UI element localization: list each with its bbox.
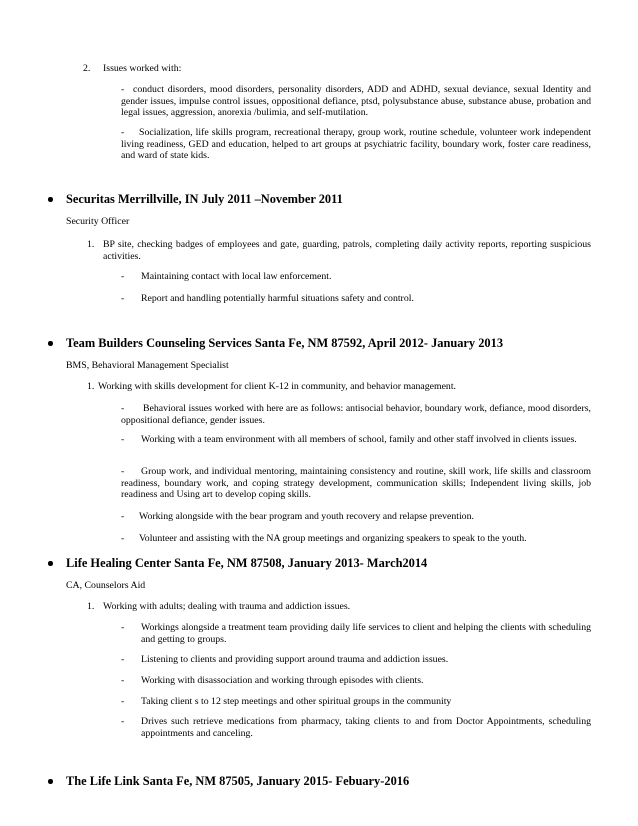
sub-item: Maintaining contact with local law enforcement. <box>141 271 332 282</box>
job-heading: The Life Link Santa Fe, NM 87505, January 2015- Febuary-2016 <box>66 774 410 788</box>
dash-marker: - <box>121 511 125 522</box>
job-title: BMS, Behavioral Management Specialist <box>66 360 229 371</box>
sub-item: Group work, and individual mentoring, maintaining consistency and routine, skill work, life skills and classroom readiness, boundary work, and coping strategy development, communication skills; Independent living skills, job readiness and Using art to develop coping skills. <box>121 466 591 501</box>
bullet-icon <box>48 779 53 784</box>
dash-marker: - <box>121 696 125 707</box>
sub-item: Working with disassociation and working through episodes with clients. <box>141 675 424 686</box>
job-item: Working with skills development for client K-12 in community, and behavior management. <box>98 381 456 392</box>
job-title: Security Officer <box>66 216 130 227</box>
list-number: 2. <box>83 63 91 74</box>
dash-marker: - <box>121 716 125 727</box>
bullet-icon <box>48 561 53 566</box>
dash-marker: - <box>121 84 125 95</box>
sub-item: Report and handling potentially harmful situations safety and control. <box>141 293 414 304</box>
dash-marker: - <box>121 654 125 665</box>
sub-item: Drives such retrieve medications from pharmacy, taking clients to and from Doctor Appointments, scheduling appointments and canceling. <box>141 716 591 739</box>
list-item-title: Issues worked with: <box>103 63 182 74</box>
job-heading: Life Healing Center Santa Fe, NM 87508, January 2013- March2014 <box>66 556 428 570</box>
dash-marker: - <box>121 271 125 282</box>
activities-paragraph: Socialization, life skills program, recreational therapy, group work, routine schedule, volunteer work independent living readiness, GED and education, helped to art groups at psychiatric facility, boundary work, foster care readiness, and ward of state kids. <box>121 127 591 162</box>
job-title: CA, Counselors Aid <box>66 580 146 591</box>
sub-item: Workings alongside a treatment team providing daily life services to client and helping the clients with scheduling and getting to groups. <box>141 622 591 645</box>
list-number: 1. <box>87 381 95 392</box>
sub-item: Working with a team environment with all members of school, family and other staff involved in clients issues. <box>141 434 577 445</box>
sub-item: Listening to clients and providing support around trauma and addiction issues. <box>141 654 449 665</box>
sub-item: Volunteer and assisting with the NA group meetings and organizing speakers to speak to the youth. <box>139 533 527 544</box>
job-item: Working with adults; dealing with trauma and addiction issues. <box>103 601 351 612</box>
dash-marker: - <box>121 293 125 304</box>
dash-marker: - <box>121 403 125 414</box>
list-number: 1. <box>87 239 95 250</box>
sub-item: Behavioral issues worked with here are as follows: antisocial behavior, boundary work, defiance, mood disorders, oppositional defiance, gender issues. <box>121 403 591 426</box>
sub-item: Taking client s to 12 step meetings and other spiritual groups in the community <box>141 696 452 707</box>
sub-item: Working alongside with the bear program and youth recovery and relapse prevention. <box>139 511 474 522</box>
bullet-icon <box>48 341 53 346</box>
job-item: BP site, checking badges of employees and gate, guarding, patrols, completing daily activity reports, reporting suspicious activities. <box>103 239 591 262</box>
bullet-icon <box>48 197 53 202</box>
dash-marker: - <box>121 466 125 477</box>
job-heading: Team Builders Counseling Services Santa Fe, NM 87592, April 2012- January 2013 <box>66 336 504 350</box>
dash-marker: - <box>121 675 125 686</box>
dash-marker: - <box>121 434 125 445</box>
issues-paragraph: conduct disorders, mood disorders, personality disorders, ADD and ADHD, sexual deviance, sexual Identity and gender issues, impulse control issues, oppositional defiance, ptsd, polysubstance abuse, substance abuse, probation and legal issues, aggression, anorexia /bulimia, and self-mutilation. <box>121 84 591 119</box>
dash-marker: - <box>121 622 125 633</box>
list-number: 1. <box>87 601 95 612</box>
dash-marker: - <box>121 533 125 544</box>
job-heading: Securitas Merrillville, IN July 2011 –November 2011 <box>66 192 343 206</box>
dash-marker: - <box>121 127 125 138</box>
